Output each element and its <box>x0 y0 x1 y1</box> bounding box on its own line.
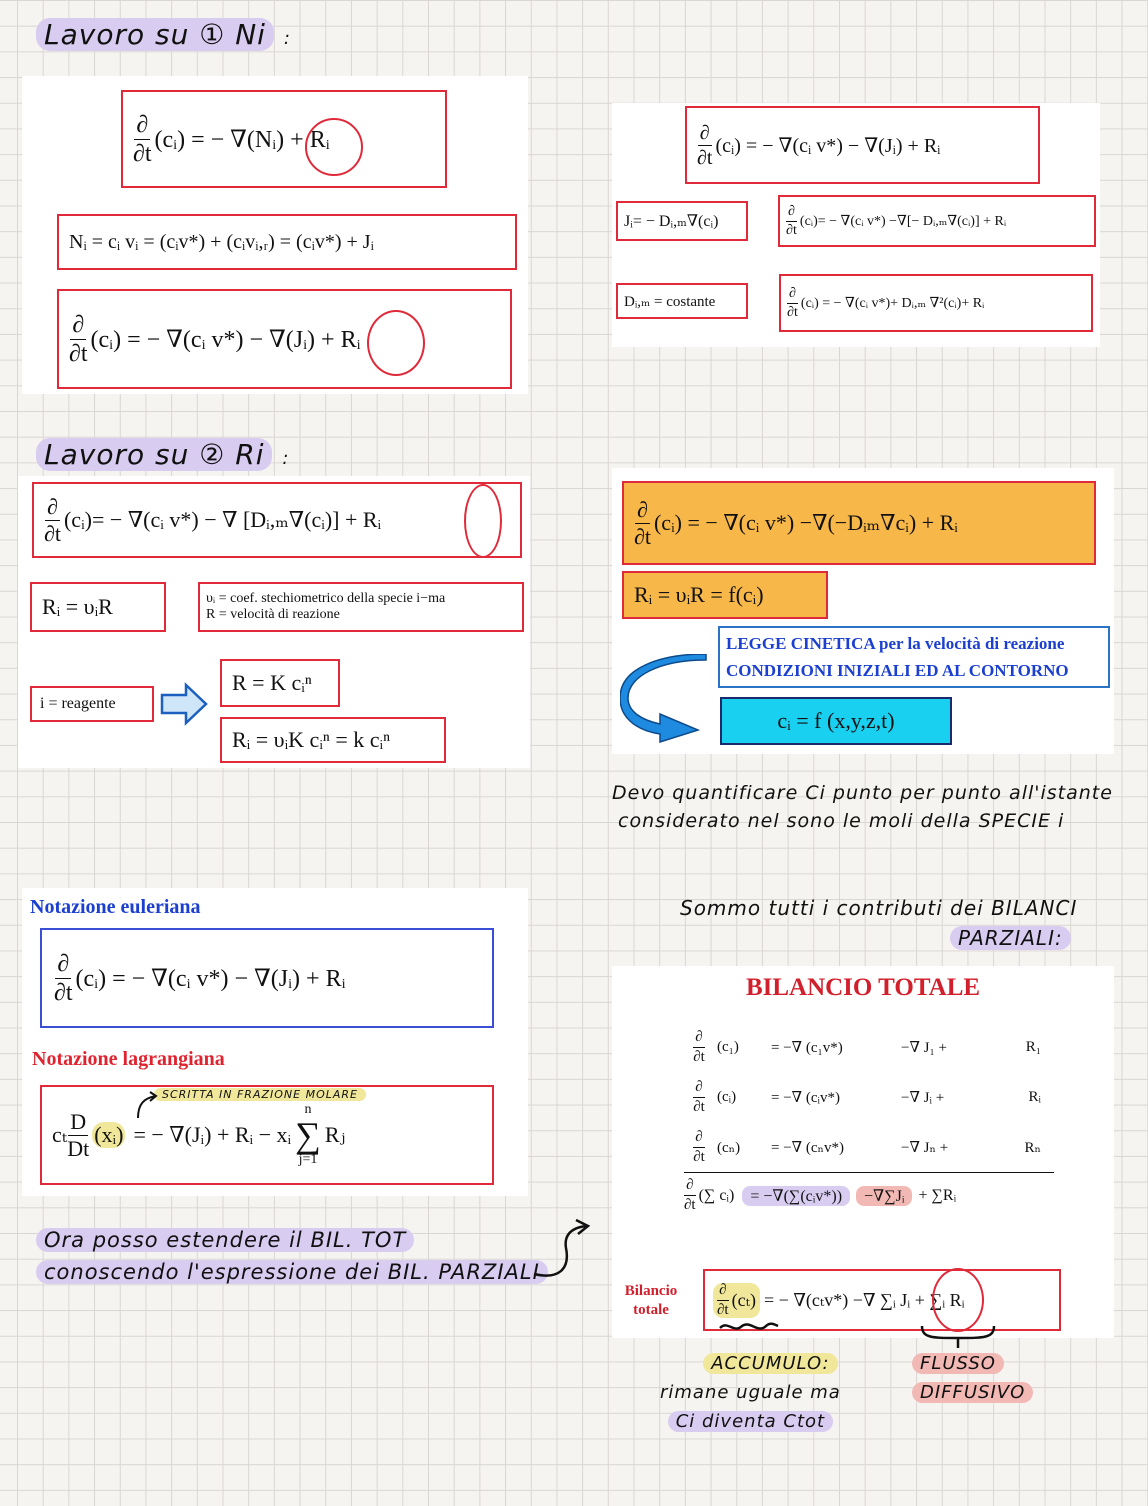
small-curved-arrow-icon <box>132 1090 162 1120</box>
row-conv: = −∇ (cᵢv*) <box>771 1089 840 1106</box>
ri-f-box <box>622 571 828 619</box>
ri-def: Rᵢ = υᵢR <box>42 594 113 619</box>
accumulo-note <box>660 1350 841 1436</box>
balance-row <box>684 1072 1054 1122</box>
reagent-box <box>30 686 154 722</box>
acc-3: Ci diventa Ctot <box>668 1411 833 1432</box>
sum-equation <box>684 1178 956 1213</box>
law-box <box>718 626 1110 688</box>
underline-squiggle-accumulo <box>718 1318 780 1338</box>
euler-title: Notazione euleriana <box>30 896 201 918</box>
partial-frac: $\frac{\partial}{\partial t}$ <box>693 1128 705 1165</box>
eq-orange-box <box>622 481 1096 565</box>
partial-frac: $\frac{\partial}{\partial t}$ <box>697 121 713 169</box>
ri-def-box <box>30 582 166 632</box>
legend-box <box>198 582 524 632</box>
flux-1: FLUSSO <box>912 1353 1004 1374</box>
eq-ni-def: Nᵢ = cᵢ vᵢ = (cᵢv*) + (cᵢvᵢ,ᵣ) = (cᵢv*) + Jᵢ <box>69 230 374 253</box>
row-diff: −∇ Jₙ + <box>901 1139 949 1156</box>
note-quantify-1: Devo quantificare Ci punto per punto all'istante <box>612 782 1113 804</box>
eq-const: (cᵢ) = − ∇(cᵢ v*)+ Dᵢ,ₘ ∇²(cᵢ)+ Rᵢ <box>800 295 985 311</box>
ri-kin: Rᵢ = υᵢK cᵢⁿ = k cᵢⁿ <box>232 727 391 752</box>
heading-work-ni <box>36 18 291 51</box>
eq-sub: (cᵢ) = − ∇(cᵢ v*) − ∇(Jᵢ) + Rᵢ <box>90 326 361 353</box>
partial-frac: $\frac{\partial}{\partial t}$ <box>717 1281 729 1318</box>
total-title: BILANCIO TOTALE <box>745 974 981 1001</box>
fick-law: Jᵢ= − Dᵢ,ₘ∇(cᵢ) <box>624 213 719 230</box>
ri-f: Rᵢ = υᵢR = f(cᵢ) <box>634 582 764 607</box>
sum-note-2: PARZIALI: <box>950 926 1071 950</box>
note-quantify-2: considerato nel sono le moli della SPECIE i <box>618 810 1065 832</box>
balance-row <box>684 1022 1054 1072</box>
extend-note-2: conoscendo l'espressione dei BIL. PARZIALI <box>36 1260 548 1284</box>
sum-symbol: n ∑ j=1 <box>295 1102 321 1167</box>
eq-main-ni: (cᵢ) = − ∇(Nᵢ) + Rᵢ <box>154 126 330 153</box>
row-conv: = −∇ (cₙv*) <box>771 1139 845 1156</box>
lagr-title: Notazione lagrangiana <box>32 1048 225 1070</box>
circle-sum-ji <box>932 1268 984 1332</box>
eq-ri-main-box <box>32 482 522 558</box>
lagr-rhs: = − ∇(Jᵢ) + Rᵢ − xᵢ <box>133 1122 292 1147</box>
partial-frac: $\frac{\partial}{\partial t}$ <box>787 285 798 320</box>
partial-frac: $\frac{\partial}{\partial t}$ <box>693 1028 705 1065</box>
section2-right-panel <box>612 468 1114 754</box>
row-lhs: (cₙ) <box>717 1139 741 1156</box>
legend-rate: R = velocità di reazione <box>206 607 340 622</box>
sum-eq-conv: = −∇(∑(cᵢv*)) <box>742 1186 850 1206</box>
law-conditions: CONDIZIONI INIZIALI ED AL CONTORNO <box>726 660 1069 680</box>
circle-ji <box>367 310 425 376</box>
d-const: Dᵢ,ₘ = costante <box>624 293 716 310</box>
circle-ni <box>305 118 363 176</box>
circle-ri <box>464 484 502 558</box>
sum-eq-lhs: (∑ cᵢ) <box>698 1186 735 1204</box>
euler-eq-box <box>40 928 494 1028</box>
partial-frac: $\frac{\partial}{\partial t}$ <box>634 496 651 549</box>
heading-work-ni-text: Lavoro su ① Ni <box>36 18 274 51</box>
heading-colon: : <box>283 28 291 49</box>
partial-frac: $\frac{\partial}{\partial t}$ <box>44 493 61 546</box>
ci-f: cᵢ = f (x,y,z,t) <box>777 708 895 733</box>
heading-work-ri-text: Lavoro su ② Ri <box>36 438 272 471</box>
eq-fick: (cᵢ)= − ∇(cᵢ v*) −∇[− Dᵢ,ₘ∇(cᵢ)] + Rᵢ <box>799 213 1007 229</box>
eq-sub-box <box>57 289 512 389</box>
eq-fick-box <box>778 195 1096 247</box>
flux-2: DIFFUSIVO <box>912 1382 1033 1403</box>
fick-box <box>616 201 748 241</box>
sum-note-1: Sommo tutti i contributi dei BILANCI <box>680 896 1078 920</box>
hand-arrow-icon <box>530 1218 600 1284</box>
row-diff: −∇ Jᵢ + <box>901 1089 945 1106</box>
partial-frac: $\frac{\partial}{\partial t}$ <box>69 311 88 367</box>
section3-panel <box>22 888 528 1196</box>
curved-arrow-icon <box>620 654 720 744</box>
ri-kin-box <box>220 717 446 763</box>
heading-colon: : <box>282 448 290 469</box>
row-react: Rₙ <box>1024 1139 1041 1156</box>
sum-eq-diff: −∇∑Jᵢ <box>856 1186 912 1206</box>
const-box <box>616 283 748 319</box>
bt-label-2: totale <box>633 1301 669 1318</box>
eq-const-box <box>779 274 1093 332</box>
balance-row <box>684 1122 1054 1173</box>
arrow-right-icon <box>160 682 208 726</box>
section1-right-panel <box>612 103 1100 347</box>
acc-1: ACCUMULO: <box>703 1353 837 1374</box>
bt-label-1: Bilancio <box>624 1283 678 1299</box>
underline-bracket-flusso <box>918 1324 998 1350</box>
eq-main-ni-box <box>121 90 447 188</box>
partial-frac: $\frac{\partial}{\partial t}$ <box>693 1078 705 1115</box>
partial-frac: $\frac{\partial}{\partial t}$ <box>133 111 152 167</box>
eq-orange: (cᵢ) = − ∇(cᵢ v*) −∇(−Dᵢₘ∇cᵢ) + Rᵢ <box>653 510 958 535</box>
ci-f-box <box>720 697 952 745</box>
row-lhs: (cᵢ) <box>717 1088 737 1105</box>
lagr-lhs: cₜ <box>52 1122 68 1147</box>
balance-rows <box>684 1022 1054 1173</box>
lagr-frac: $\frac{D}{Dt}$ <box>67 1108 90 1161</box>
eq-ni-def-box <box>57 214 517 270</box>
eq-top: (cᵢ) = − ∇(cᵢ v*) − ∇(Jᵢ) + Rᵢ <box>715 134 941 157</box>
bt-lhs-group <box>713 1283 760 1318</box>
heading-work-ri <box>36 438 289 471</box>
legend-stoich: υᵢ = coef. stechiometrico della specie i−ma <box>206 591 446 606</box>
section1-panel <box>22 76 528 394</box>
eq-top-box <box>685 106 1040 184</box>
bt-rhs: = − ∇(cₜv*) −∇ ∑ᵢ Jᵢ + ∑ᵢ Rᵢ <box>764 1289 965 1310</box>
lagr-xi: (xᵢ) <box>94 1122 124 1147</box>
row-diff: −∇ J₁ + <box>901 1039 947 1056</box>
reagent-label: i = reagente <box>40 695 116 712</box>
sum-eq-react: + ∑Rᵢ <box>918 1186 957 1204</box>
row-react: R₁ <box>1025 1038 1041 1055</box>
euler-eq: (cᵢ) = − ∇(cᵢ v*) − ∇(Jᵢ) + Rᵢ <box>75 965 346 992</box>
row-conv: = −∇ (c₁v*) <box>771 1039 843 1056</box>
acc-2: rimane uguale ma <box>660 1381 841 1403</box>
partial-frac: $\frac{\partial}{\partial t}$ <box>54 950 73 1006</box>
total-balance-panel <box>612 966 1114 1338</box>
partial-frac: $\frac{\partial}{\partial t}$ <box>684 1177 696 1213</box>
section2-panel <box>18 476 530 768</box>
extend-note-1: Ora posso estendere il BIL. TOT <box>36 1228 414 1252</box>
bt-label <box>616 1282 686 1320</box>
r-kin: R = K cᵢⁿ <box>232 670 312 695</box>
partial-frac: $\frac{\partial}{\partial t}$ <box>786 203 797 238</box>
row-react: Rᵢ <box>1028 1088 1041 1105</box>
r-kin-box <box>220 659 340 707</box>
eq-ri-main: (cᵢ)= − ∇(cᵢ v*) − ∇ [Dᵢ,ₘ∇(cᵢ)] + Rᵢ <box>63 507 382 532</box>
law-kinetic: LEGGE CINETICA per la velocità di reazione <box>726 633 1065 653</box>
row-lhs: (c₁) <box>717 1038 739 1055</box>
lagr-note: SCRITTA IN FRAZIONE MOLARE <box>154 1088 366 1101</box>
flusso-note <box>912 1350 1033 1408</box>
sum-term: Rⱼ <box>324 1122 346 1147</box>
bt-lhs: (cₜ) <box>731 1289 757 1310</box>
